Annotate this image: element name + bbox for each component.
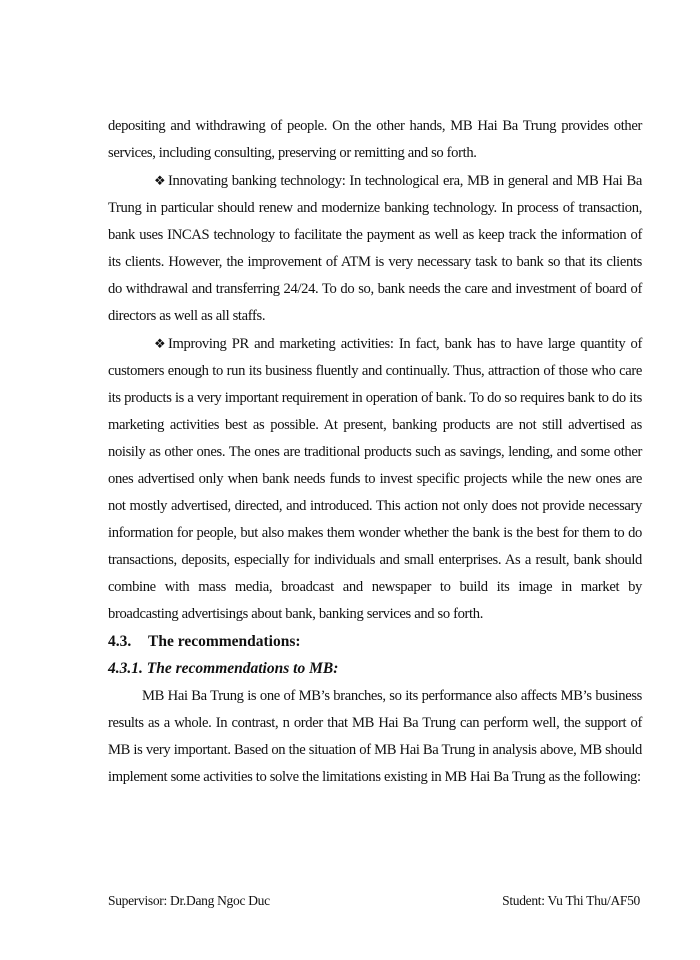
- diamond-bullet-icon: ❖: [154, 336, 166, 351]
- bullet-item-marketing: [108, 330, 642, 628]
- paragraph-recommendations: MB Hai Ba Trung is one of MB’s branches, so its performance also affects MB’s business results as a whole. In contrast, n order that MB Hai Ba Trung can perform well, the support of MB is very important. Based on the situation of MB Hai Ba Trung in analysis above, MB should implement some activities to solve the limitations existing in MB Hai Ba Trung as the following:: [108, 688, 642, 785]
- section-heading: [108, 628, 642, 655]
- footer-student: Student: Vu Thi Thu/AF50: [502, 893, 640, 908]
- subsection-heading: 4.3.1. The recommendations to MB:: [108, 660, 339, 677]
- paragraph-intro: depositing and withdrawing of people. On the other hands, MB Hai Ba Trung provides other services, including consulting, preserving or remitting and so forth.: [108, 118, 642, 161]
- footer-supervisor: Supervisor: Dr.Dang Ngoc Duc: [108, 893, 270, 908]
- section-title: The recommendations:: [148, 633, 301, 650]
- section-number: 4.3.: [108, 633, 132, 650]
- document-body: [108, 113, 642, 791]
- bullet-text-marketing: Improving PR and marketing activities: In fact, bank has to have large quantity of customers enough to run its business fluently and continually. Thus, attraction of those who care its products is a very important requirement in operation of bank. To do so requires bank to do its marketing activities best as possible. At present, banking products are not still advertised as noisily as other ones. The ones are traditional products such as savings, lending, and some other ones advertised only when bank needs funds to invest specific projects while the new ones are not mostly advertised, directed, and introduced. This action not only does not provide necessary information for people, but also makes them wonder whether the bank is the best for them to do transactions, deposits, especially for individuals and small enterprises. As a result, bank should combine with mass media, broadcast and newspaper to build its image in market by broadcasting advertisings about bank, banking services and so forth.: [108, 336, 642, 622]
- diamond-bullet-icon: ❖: [154, 173, 166, 188]
- bullet-text-technology: Innovating banking technology: In technological era, MB in general and MB Hai Ba Trung in particular should renew and modernize banking technology. In process of transaction, bank uses INCAS technology to facilitate the payment as well as keep track the information of its clients. However, the improvement of ATM is very necessary task to bank so that its clients do withdrawal and transferring 24/24. To do so, bank needs the care and investment of board of directors as well as all staffs.: [108, 173, 642, 324]
- bullet-item-technology: [108, 167, 642, 330]
